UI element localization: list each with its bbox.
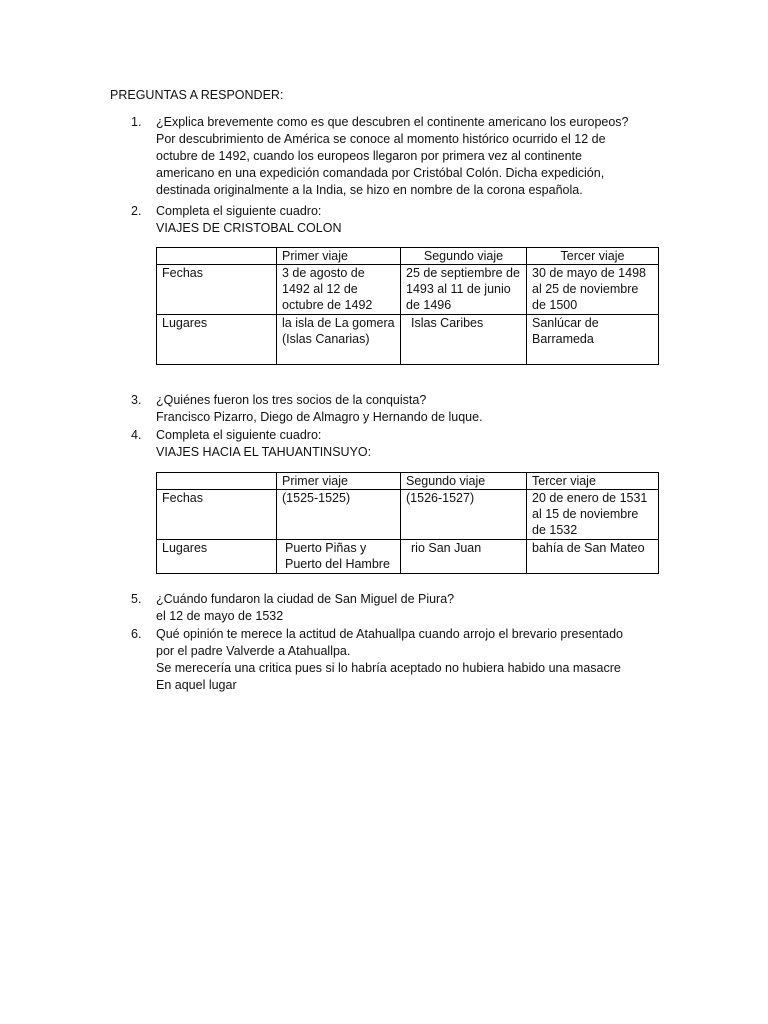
question-text: Completa el siguiente cuadro: <box>156 204 322 218</box>
table-cell: 30 de mayo de 1498 al 25 de noviembre de 1500 <box>527 265 659 315</box>
question-number: 2. <box>131 204 142 218</box>
table-cell: 3 de agosto de 1492 al 12 de octubre de 1492 <box>277 265 401 315</box>
answer-line: En aquel lugar <box>156 678 237 692</box>
header-cell: Tercer viaje <box>527 473 659 490</box>
header-cell: Segundo viaje <box>401 248 527 265</box>
question-text: Completa el siguiente cuadro: <box>156 428 322 442</box>
table-header-row <box>157 473 659 490</box>
header-cell: Primer viaje <box>277 248 401 265</box>
answer-line: Francisco Pizarro, Diego de Almagro y Hernando de luque. <box>156 410 483 424</box>
table-row <box>157 490 659 540</box>
table-subtitle: VIAJES DE CRISTOBAL COLON <box>156 221 342 235</box>
table-cell: Sanlúcar de Barrameda <box>527 315 659 365</box>
table-cell: (1525-1525) <box>277 490 401 540</box>
colon-voyages-table <box>156 247 659 365</box>
answer-line: Por descubrimiento de América se conoce al momento histórico ocurrido el 12 de <box>156 132 606 146</box>
header-cell: Segundo viaje <box>401 473 527 490</box>
table-header-row <box>157 248 659 265</box>
row-label: Lugares <box>157 540 277 574</box>
question-text: Qué opinión te merece la actitud de Atahuallpa cuando arrojo el brevario presentado <box>156 627 623 641</box>
row-label: Lugares <box>157 315 277 365</box>
table-cell: Islas Caribes <box>401 315 527 365</box>
question-text: ¿Explica brevemente como es que descubren el continente americano los europeos? <box>156 115 629 129</box>
answer-line: octubre de 1492, cuando los europeos llegaron por primera vez al continente <box>156 149 582 163</box>
table-cell: 20 de enero de 1531 al 15 de noviembre de 1532 <box>527 490 659 540</box>
question-text: por el padre Valverde a Atahuallpa. <box>156 644 351 658</box>
table-row <box>157 265 659 315</box>
table-subtitle: VIAJES HACIA EL TAHUANTINSUYO: <box>156 445 372 459</box>
question-number: 5. <box>131 592 142 606</box>
answer-line: el 12 de mayo de 1532 <box>156 609 284 623</box>
row-label: Fechas <box>157 490 277 540</box>
table-row <box>157 540 659 574</box>
page-heading: PREGUNTAS A RESPONDER: <box>110 88 284 102</box>
table-cell: 25 de septiembre de 1493 al 11 de junio de 1496 <box>401 265 527 315</box>
table-cell: la isla de La gomera (Islas Canarias) <box>277 315 401 365</box>
header-cell: Tercer viaje <box>527 248 659 265</box>
row-label: Fechas <box>157 265 277 315</box>
answer-line: Se merecería una critica pues si lo habría aceptado no hubiera habido una masacre <box>156 661 621 675</box>
table-cell: Puerto Piñas y Puerto del Hambre <box>277 540 401 574</box>
table-cell: bahía de San Mateo <box>527 540 659 574</box>
question-number: 1. <box>131 115 142 129</box>
table-row <box>157 315 659 365</box>
tahuantinsuyo-voyages-table <box>156 472 659 574</box>
answer-line: americano en una expedición comandada por Cristóbal Colón. Dicha expedición, <box>156 166 605 180</box>
question-number: 6. <box>131 627 142 641</box>
header-cell <box>157 473 277 490</box>
question-number: 3. <box>131 393 142 407</box>
question-number: 4. <box>131 428 142 442</box>
question-text: ¿Cuándo fundaron la ciudad de San Miguel de Piura? <box>156 592 455 606</box>
table-cell: (1526-1527) <box>401 490 527 540</box>
question-text: ¿Quiénes fueron los tres socios de la conquista? <box>156 393 427 407</box>
header-cell: Primer viaje <box>277 473 401 490</box>
table-cell: rio San Juan <box>401 540 527 574</box>
answer-line: destinada originalmente a la India, se hizo en nombre de la corona española. <box>156 183 583 197</box>
header-cell <box>157 248 277 265</box>
